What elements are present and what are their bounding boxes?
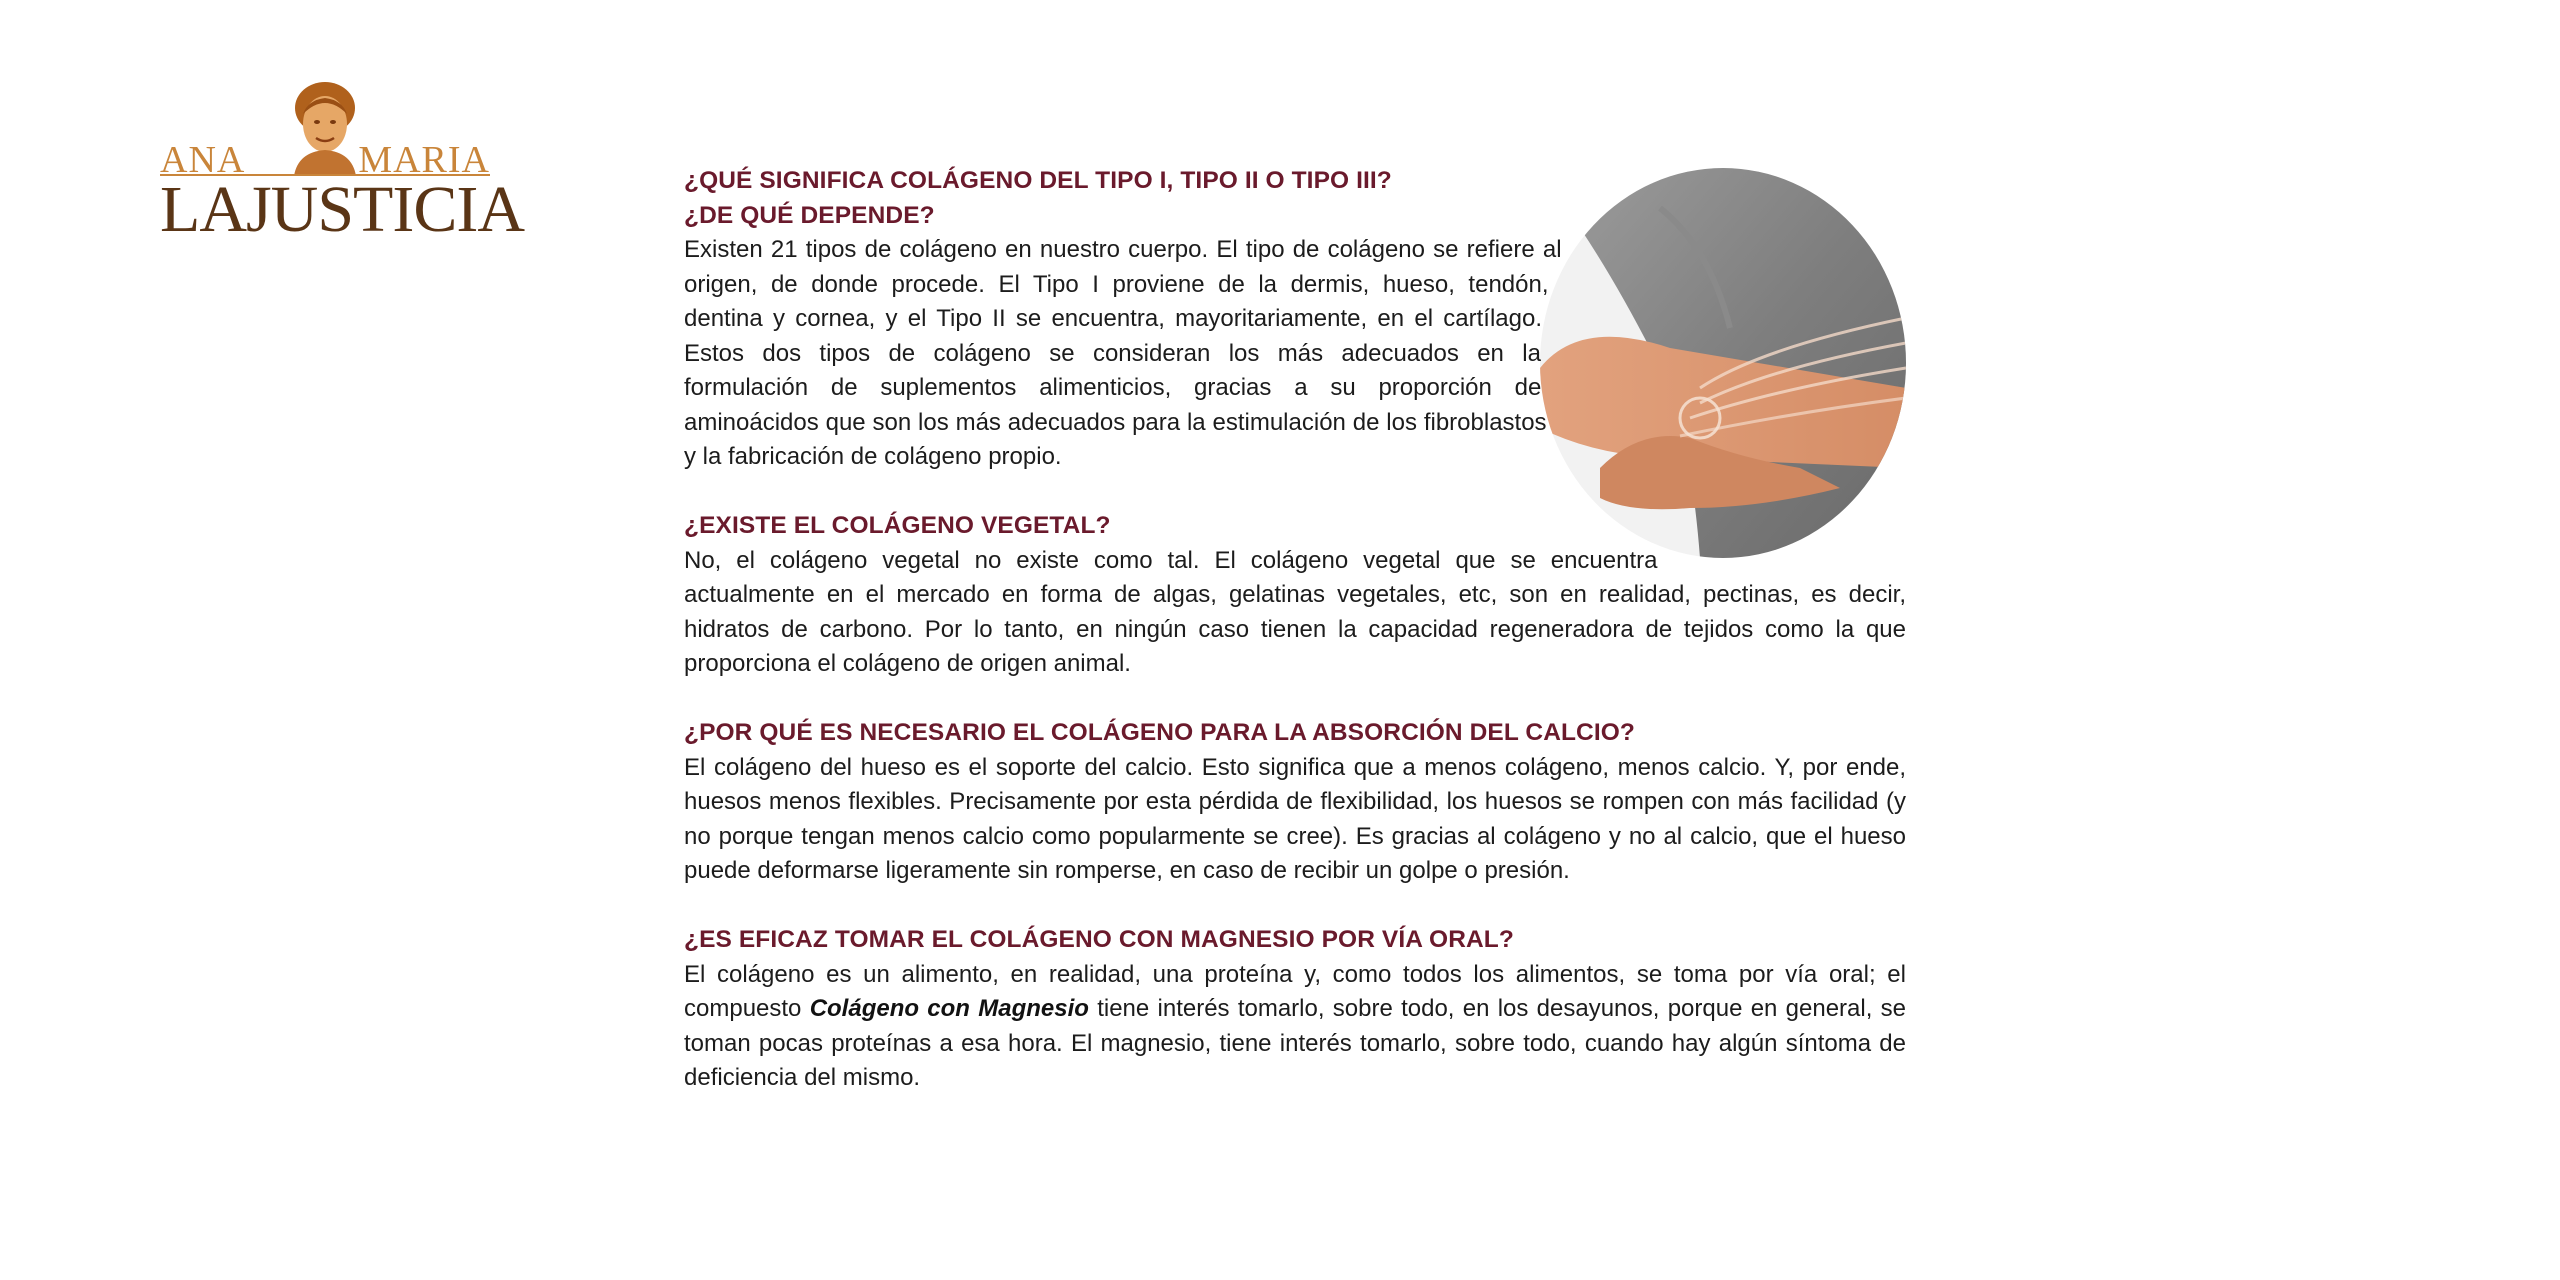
- faq-heading-vegetal-collagen: ¿EXISTE EL COLÁGENO VEGETAL?: [684, 512, 1111, 539]
- faq-body-oral-magnesium: [684, 958, 1906, 1096]
- faq-section-oral-magnesium: [684, 923, 1906, 1096]
- photo-text-wrap-space: [1510, 164, 1906, 594]
- faq-heading-line-2: ¿DE QUÉ DEPENDE?: [684, 201, 935, 229]
- product-name-emphasis: Colágeno con Magnesio: [809, 995, 1089, 1022]
- faq-heading-line-1: ¿QUÉ SIGNIFICA COLÁGENO DEL TIPO I, TIPO II O TIPO III?: [684, 167, 1392, 194]
- brand-first-name: ANA: [160, 139, 246, 181]
- faq-body-calcium-absorption: El colágeno del hueso es el soporte del calcio. Esto significa que a menos colágeno, menos calcio. Y, por ende, huesos menos flexibles. Precisamente por esta pérdida de flexibilidad, los huesos se rompen con más facilidad (y no porque tengan menos calcio como popularmente se cree). Es gracias al colágeno y no al calcio, que el hueso puede deformarse ligeramente sin romperse, en caso de recibir un golpe o presión.: [684, 753, 1906, 884]
- faq-heading-calcium-absorption: ¿POR QUÉ ES NECESARIO EL COLÁGENO PARA LA ABSORCIÓN DEL CALCIO?: [684, 719, 1635, 746]
- brand-logo: [160, 78, 524, 248]
- faq-heading-oral-magnesium: ¿ES EFICAZ TOMAR EL COLÁGENO CON MAGNESIO POR VÍA ORAL?: [684, 926, 1514, 953]
- brand-surname: LAJUSTICIA: [160, 173, 524, 246]
- faq-body-collagen-types: Existen 21 tipos de colágeno en nuestro cuerpo. El tipo de colágeno se refiere al origen, de donde procede. El Tipo I proviene de la dermis, hueso, tendón, dentina y cornea, y el Tipo II se encuentra, mayoritariamente, en el cartílago. Estos dos tipos de colágeno se consideran los más adecuados en la formulación de suplementos alimenticios, gracias a su proporción de aminoácidos que son los más adecuados para la estimulación de los fibroblastos y la fabricación de colágeno propio.: [684, 236, 1562, 470]
- faq-body-part-2: tiene interés tomarlo, sobre todo, en los desayunos, porque en general, se toman pocas proteínas a esa hora. El magnesio, tiene interés tomarlo, sobre todo, cuando hay algún síntoma de deficiencia del mismo.: [684, 995, 1907, 1091]
- faq-content: [684, 164, 1906, 1130]
- faq-body-part-1: El colágeno es un alimento, en realidad, una proteína y, como todos los alimentos, se toma por vía oral; el compuesto: [684, 960, 1906, 1022]
- faq-body-vegetal-collagen: No, el colágeno vegetal no existe como tal. El colágeno vegetal que se encuentra actualmente en el mercado en forma de algas, gelatinas vegetales, etc, son en realidad, pectinas, es decir, hidratos de carbono. Por lo tanto, en ningún caso tienen la capacidad regeneradora de tejidos como la que proporciona el colágeno de origen animal.: [684, 546, 1906, 677]
- faq-section-calcium-absorption: [684, 716, 1906, 889]
- brand-second-name: MARIA: [358, 139, 490, 181]
